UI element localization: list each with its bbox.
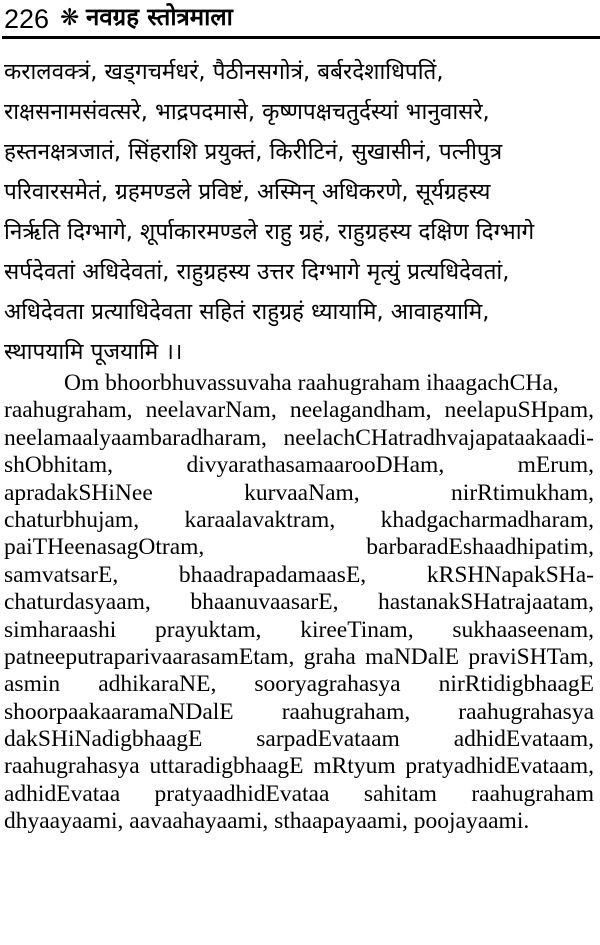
sanskrit-line: परिवारसमेतं, ग्रहमण्डले प्रविष्टं, अस्मिन् अधिकरणे, सूर्यग्रहस्य (4, 179, 491, 205)
sanskrit-line: अधिदेवता प्रत्याधिदेवता सहितं राहुग्रहं ध्यायामि, आवाहयामि, (4, 299, 490, 325)
page-header (2, 0, 598, 40)
sanskrit-line: स्थापयामि पूजयामि ।। (4, 339, 183, 365)
sanskrit-verse (4, 52, 598, 372)
sanskrit-line: सर्पदेवतां अधिदेवतां, राहुग्रहस्य उत्तर दिग्भागे मृत्युं प्रत्यधिदेवतां, (4, 259, 510, 285)
page-number: 226 (4, 4, 50, 34)
sanskrit-line: निर्ऋति दिग्भागे, शूर्पाकारमण्डले राहु ग्रहं, राहुग्रहस्य दक्षिण दिग्भागे (4, 219, 535, 245)
transliteration-line: dakSHiNadigbhaagE sarpadEvataam adhidEvataam, (4, 726, 594, 753)
transliteration-line: adhidEvataa pratyaadhidEvataa sahitam raahugraham (4, 780, 594, 807)
transliteration-line: simharaashi prayuktam, kireeTinam, sukhaaseenam, (4, 616, 594, 643)
transliteration-line: dhyaayaami, aavaahayaami, sthaapayaami, poojayaami. (4, 808, 530, 835)
transliteration-line: neelamaalyaambaradharam, neelachCHatradhvajapataakaadi- (4, 424, 594, 451)
sanskrit-line: हस्तनक्षत्रजातं, सिंहराशि प्रयुक्तं, किरीटिनं, सुखासीनं, पत्नीपुत्र (4, 139, 503, 165)
transliteration-line: chaturbhujam, karaalavaktram, khadgacharmadharam, (4, 506, 594, 533)
transliteration-line: raahugrahasya uttaradigbhaagE mRtyum pratyadhidEvataam, (4, 753, 594, 780)
transliteration-line: asmin adhikaraNE, sooryagrahasya nirRtidigbhaagE (4, 671, 594, 698)
transliteration-line: shObhitam, divyarathasamaarooDHam, mErum, (4, 452, 594, 479)
sanskrit-line: राक्षसनामसंवत्सरे, भाद्रपदमासे, कृष्णपक्षचतुर्दस्यां भानुवासरे, (4, 99, 490, 125)
transliteration-line: Om bhoorbhuvassuvaha raahugraham ihaagachCHa, (64, 370, 559, 396)
sanskrit-line: करालवक्त्रं, खड्गचर्मधरं, पैठीनसगोत्रं, बर्बरदेशाधिपतिं, (4, 59, 444, 85)
transliteration-paragraph (4, 370, 594, 836)
transliteration-line: chaturdasyaam, bhaanuvaasarE, hastanakSHatrajaatam, (4, 589, 594, 616)
transliteration-line: paiTHeenasagOtram, barbaradEshaadhipatim, (4, 534, 594, 561)
book-title: नवग्रह स्तोत्रमाला (86, 3, 233, 31)
transliteration-line: shoorpaakaaramaNDalE raahugraham, raahugrahasya (4, 698, 594, 725)
transliteration-line: apradakSHiNee kurvaaNam, nirRtimukham, (4, 479, 594, 506)
transliteration-line: raahugraham, neelavarNam, neelagandham, neelapuSHpam, (4, 397, 594, 424)
transliteration-line: samvatsarE, bhaadrapadamaasE, kRSHNapakSHa- (4, 561, 594, 588)
header-rule (2, 36, 600, 39)
transliteration-line: patneeputraparivaarasamEtam, graha maNDalE praviSHTam, (4, 643, 594, 670)
header-separator-star: ❋ (60, 5, 80, 31)
